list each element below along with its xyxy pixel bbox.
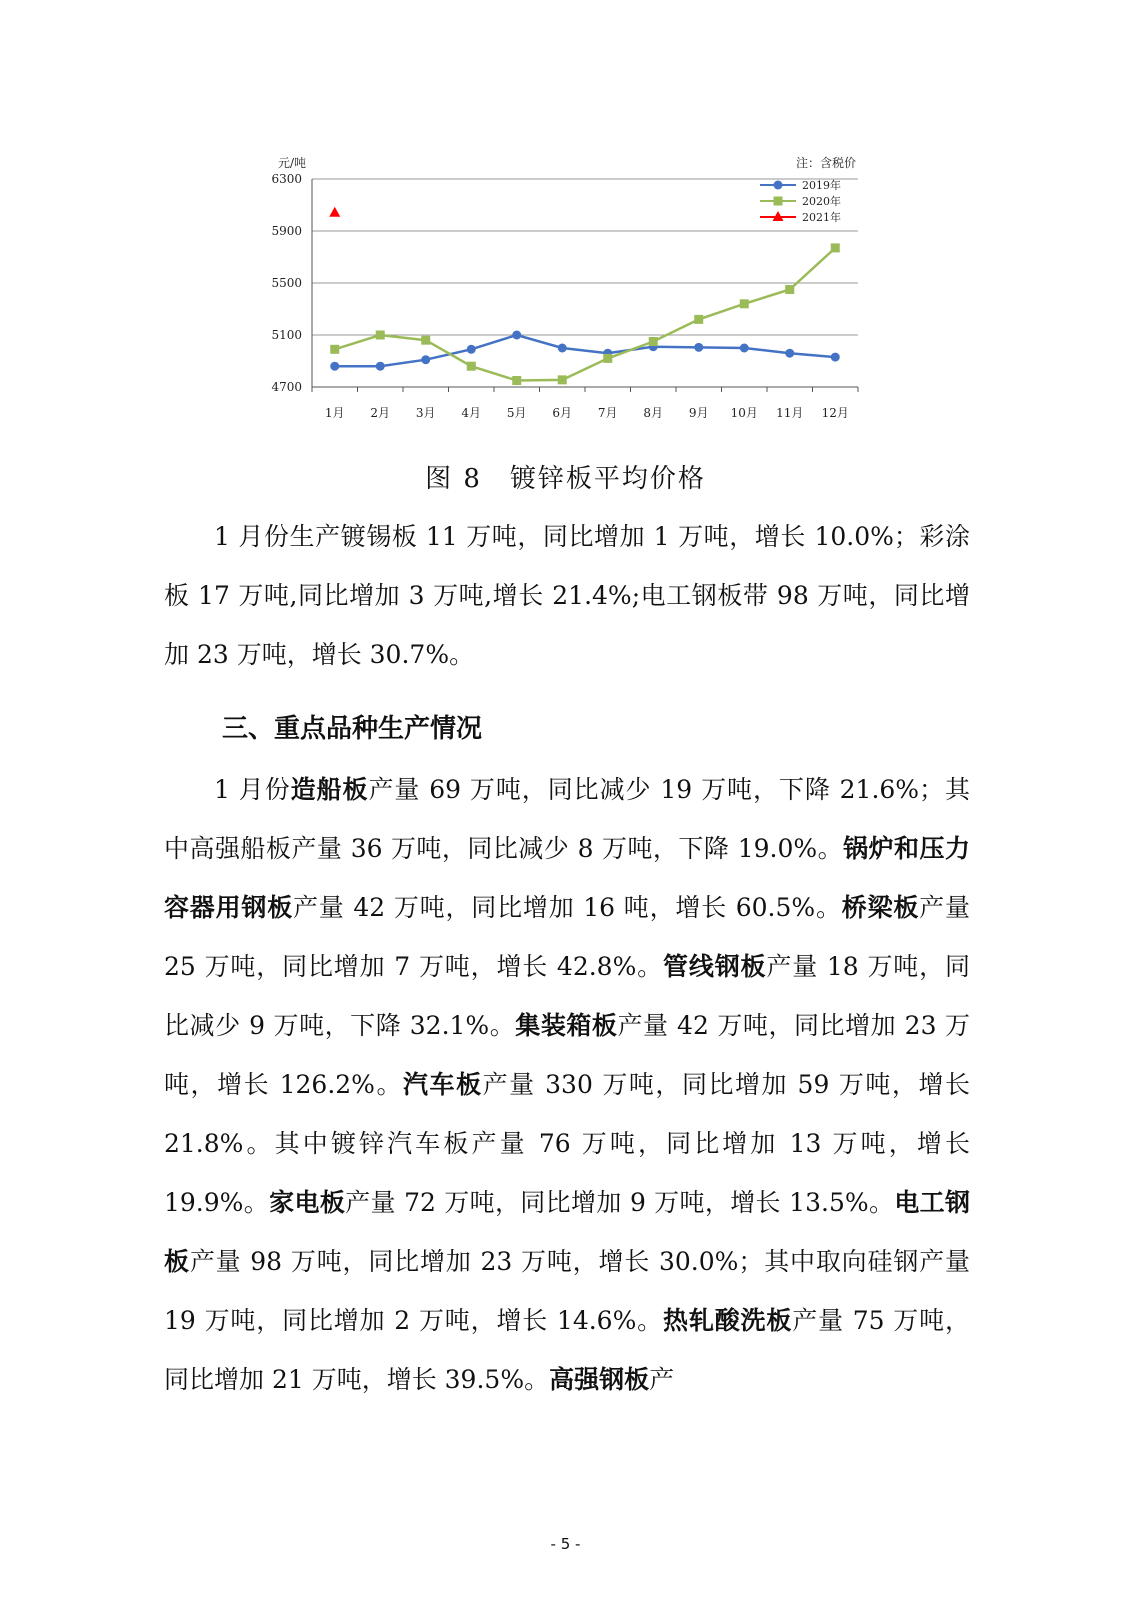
data-point (831, 243, 840, 252)
x-tick-label: 12月 (821, 406, 849, 420)
data-point (694, 315, 703, 324)
y-tick-label: 6300 (271, 172, 302, 186)
series-line (335, 248, 836, 381)
paragraph-text: 产量 75 万吨，同比增加 21 万吨，增长 39.5%。 (164, 1306, 970, 1394)
section-heading: 三、重点品种生产情况 (222, 714, 483, 744)
product-name: 桥梁板 (841, 893, 920, 922)
data-point (421, 355, 430, 364)
paragraph-text: 产量 18 万吨，同比减少 9 万吨，下降 32.1%。 (164, 952, 970, 1040)
product-name: 家电板 (269, 1188, 346, 1217)
y-tick-label: 5900 (271, 224, 302, 238)
paragraph-key-products (164, 760, 970, 1409)
legend-label: 2020年 (802, 195, 841, 208)
data-point (558, 344, 567, 353)
data-point (740, 344, 749, 353)
x-tick-label: 11月 (776, 406, 804, 420)
data-point (831, 353, 840, 362)
data-point (774, 197, 783, 206)
price-note: 注：含税价 (795, 156, 856, 170)
product-name: 造船板 (290, 775, 369, 804)
product-name: 管线钢板 (663, 952, 767, 981)
y-tick-label: 5500 (271, 276, 302, 290)
product-name: 汽车板 (403, 1070, 483, 1099)
x-tick-label: 2月 (370, 406, 391, 420)
figure-caption: 图 8 镀锌板平均价格 (425, 464, 706, 494)
data-point (376, 331, 385, 340)
x-tick-label: 4月 (461, 406, 482, 420)
x-tick-label: 10月 (730, 406, 758, 420)
data-point (785, 349, 794, 358)
product-name: 电工钢板 (164, 1188, 971, 1276)
data-point (421, 336, 430, 345)
product-name: 热轧酸洗板 (663, 1306, 793, 1335)
x-tick-label: 3月 (415, 406, 436, 420)
paragraph-text: 产量 69 万吨，同比减少 19 万吨，下降 21.6%；其中高强船板产量 36 万吨，同比减少 8 万吨，下降 19.0%。 (164, 775, 970, 863)
price-line-chart (230, 145, 890, 435)
data-point (785, 285, 794, 294)
y-tick-label: 4700 (271, 380, 302, 394)
x-tick-label: 8月 (643, 406, 664, 420)
x-tick-label: 6月 (552, 406, 573, 420)
paragraph-text: 产量 25 万吨，同比增加 7 万吨，增长 42.8%。 (164, 893, 970, 981)
paragraph-text: 产量 42 万吨，同比增加 16 吨，增长 60.5%。 (293, 893, 842, 922)
product-name: 集装箱板 (515, 1011, 618, 1040)
data-point (740, 299, 749, 308)
data-point (649, 337, 658, 346)
legend-label: 2019年 (802, 179, 841, 192)
x-tick-label: 1月 (324, 406, 345, 420)
x-tick-label: 9月 (688, 406, 709, 420)
data-point (512, 376, 521, 385)
data-point (376, 362, 385, 371)
series-line (335, 335, 836, 366)
data-point (774, 181, 783, 190)
y-tick-label: 5100 (271, 328, 302, 342)
paragraph-text: 产 (649, 1365, 675, 1394)
paragraph-text: 产量 330 万吨，同比增加 59 万吨，增长 21.8%。其中镀锌汽车板产量 76 万吨，同比增加 13 万吨，增长 19.9%。 (164, 1070, 970, 1217)
paragraph-tinplate: 1 月份生产镀锡板 11 万吨，同比增加 1 万吨，增长 10.0%；彩涂板 17 万吨,同比增加 3 万吨,增长 21.4%;电工钢板带 98 万吨，同比增加 23 万吨，增长 30.7%。 (164, 522, 970, 669)
x-tick-label: 5月 (506, 406, 527, 420)
product-name: 高强钢板 (549, 1365, 650, 1394)
legend-label: 2021年 (802, 211, 841, 224)
data-point (603, 354, 612, 363)
data-point (330, 362, 339, 371)
data-point (558, 375, 567, 384)
data-point (512, 331, 521, 340)
product-name: 锅炉和压力容器用钢板 (164, 834, 970, 922)
x-tick-label: 7月 (597, 406, 618, 420)
chart-svg (230, 145, 890, 435)
data-point (330, 345, 339, 354)
paragraph-text: 产量 42 万吨，同比增加 23 万吨，增长 126.2%。 (164, 1011, 970, 1099)
paragraph-text: 产量 98 万吨，同比增加 23 万吨，增长 30.0%；其中取向硅钢产量 19 万吨，同比增加 2 万吨，增长 14.6%。 (164, 1247, 970, 1335)
y-unit-label: 元/吨 (277, 156, 307, 170)
data-point (467, 362, 476, 371)
data-point (467, 345, 476, 354)
paragraph-text: 产量 72 万吨，同比增加 9 万吨，增长 13.5%。 (345, 1188, 895, 1217)
paragraph-text: 1 月份 (214, 775, 291, 804)
data-point (329, 207, 340, 217)
data-point (694, 343, 703, 352)
page-number: - 5 - (550, 1535, 581, 1553)
